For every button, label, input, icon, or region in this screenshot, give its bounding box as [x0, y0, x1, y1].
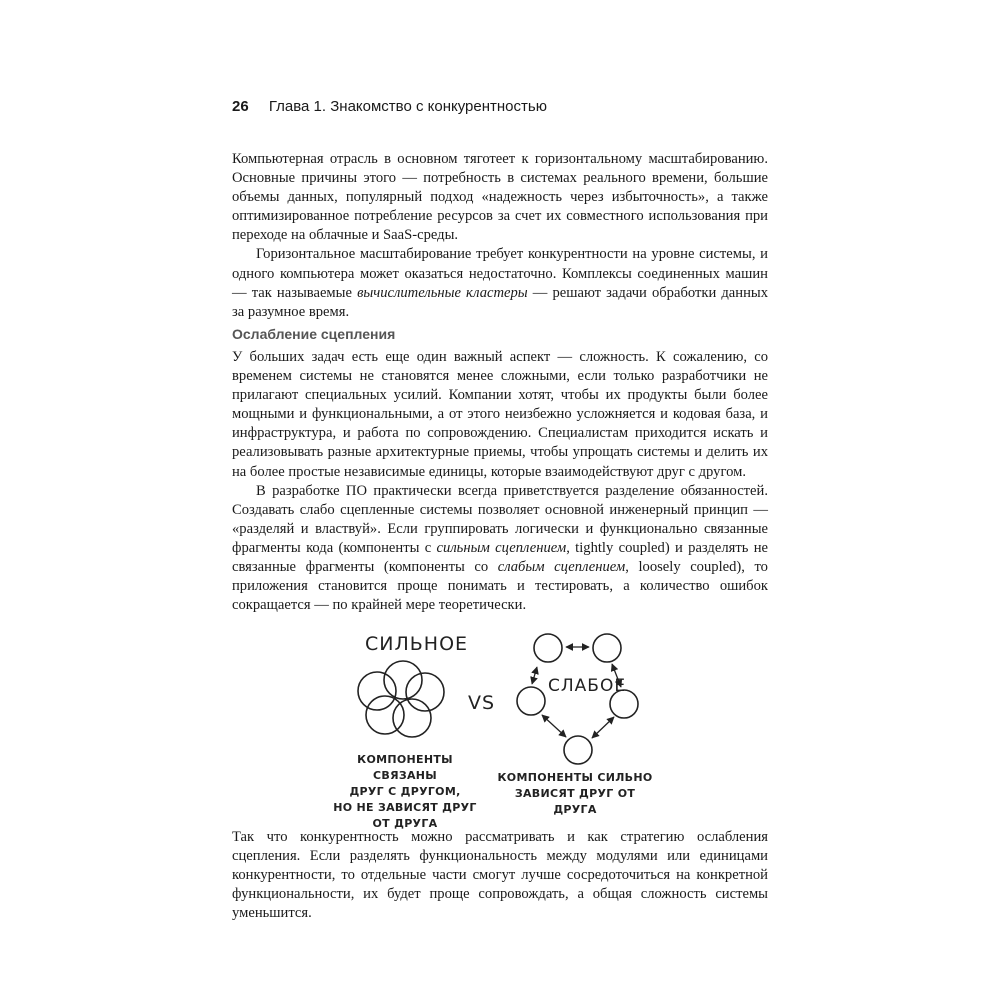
weak-caption	[495, 770, 655, 818]
weak-circle	[534, 634, 562, 662]
intro-text	[232, 150, 768, 322]
chapter-title: Глава 1. Знакомство с конкурентностью	[268, 98, 547, 115]
caption-line: КОМПОНЕНТЫ СИЛЬНО	[497, 771, 653, 784]
weak-circle	[593, 634, 621, 662]
weak-arrows	[532, 647, 621, 738]
paragraph-5: Так что конкурентность можно рассматривать и как стратегию ослабления сцепления. Если разделять функциональность между модулями или единицами конкурентности, то отдельные части смогут лучше сосредоточиться на конкретной функциональности, их будет проще сопровождать, а общая сложность системы уменьшится.	[232, 829, 768, 922]
weak-circle	[517, 687, 545, 715]
strong-circle	[393, 699, 431, 737]
weak-circle	[610, 690, 638, 718]
arrow	[532, 667, 537, 684]
conclusion-text	[232, 828, 768, 923]
strong-circle	[366, 696, 404, 734]
arrow	[542, 715, 566, 737]
paragraph-1: Компьютерная отрасль в основном тяготеет к горизонтальному масштабированию. Основные причины этого — потребность в системах реального времени, большие объемы данных, популярный подход «надежность через избыточность», а также оптимизированное потребление ресурсов за счет их совместного использования при переходе на облачные и SaaS-среды.	[232, 151, 768, 244]
caption-line: КОМПОНЕНТЫ СВЯЗАНЫ	[357, 753, 453, 782]
paragraph-2	[232, 245, 768, 321]
page-header	[232, 98, 547, 115]
paragraph-3: У больших задач есть еще один важный аспект — сложность. К сожалению, со временем системы не становятся менее сложными, если только разработчики не прилагают специальных усилий. Компании хотят, чтобы их продукты были более мощными и функциональными, а от этого неизбежно усложняется и кодовая база, и инфраструктура, и работа по сопровождению. Специалистам приходится искать и реализовывать разные архитектурные приемы, чтобы упрощать системы и делить их на более простые независимые единицы, которые взаимодействуют друг с другом.	[232, 349, 768, 480]
strong-circle	[406, 673, 444, 711]
vs-label: VS	[468, 692, 496, 714]
term-computing-clusters: вычислительные кластеры	[357, 284, 528, 301]
strong-label: СИЛЬНОЕ	[365, 633, 469, 655]
strong-caption	[330, 752, 480, 832]
strong-circles	[358, 661, 444, 737]
paragraph-2-text-end: — решают задачи обработки данных за разумное время.	[232, 284, 768, 320]
caption-line: ДРУГ С ДРУГОМ,	[349, 785, 461, 798]
strong-circle	[384, 661, 422, 699]
strong-circle	[358, 672, 396, 710]
arrow	[592, 717, 614, 738]
caption-line: НО НЕ ЗАВИСЯТ ДРУГ	[333, 801, 477, 814]
term-weak-coupling: слабым сцеплением	[497, 559, 626, 576]
weak-label: СЛАБОЕ	[548, 676, 627, 696]
arrow	[612, 664, 621, 687]
weak-circle	[564, 736, 592, 764]
caption-line: ЗАВИСЯТ ДРУГ ОТ ДРУГА	[514, 787, 636, 816]
paragraph-4-text: В разработке ПО практически всегда приветствуется разделение обязанностей. Создавать слабо сцепленные системы позволяет основной инженерный принцип — «разделяй и властвуй». Если группировать логически и функционально связанные фрагменты кода (компоненты с	[232, 482, 768, 556]
paragraph-2-text: Горизонтальное масштабирование требует конкурентности на уровне системы, и одного компьютера может оказаться недостаточно. Комплексы соединенных машин — так называемые	[232, 246, 768, 301]
term-strong-coupling: сильным сцеплением	[436, 539, 567, 556]
paragraph-4	[232, 482, 768, 616]
caption-line: ОТ ДРУГА	[372, 817, 438, 830]
coupling-diagram	[330, 625, 650, 765]
page-number: 26	[232, 98, 249, 115]
paragraph-4-text-end: , loosely coupled), то приложения становится проще понимать и тестировать, а количество ошибок сокращается — по крайней мере теоретически.	[232, 559, 768, 614]
weak-circles	[517, 634, 638, 764]
coupling-text	[232, 348, 768, 615]
section-heading: Ослабление сцепления	[232, 326, 396, 342]
paragraph-4-text-mid: , tightly coupled) и разделять не связанные фрагменты (компоненты со	[232, 539, 768, 576]
